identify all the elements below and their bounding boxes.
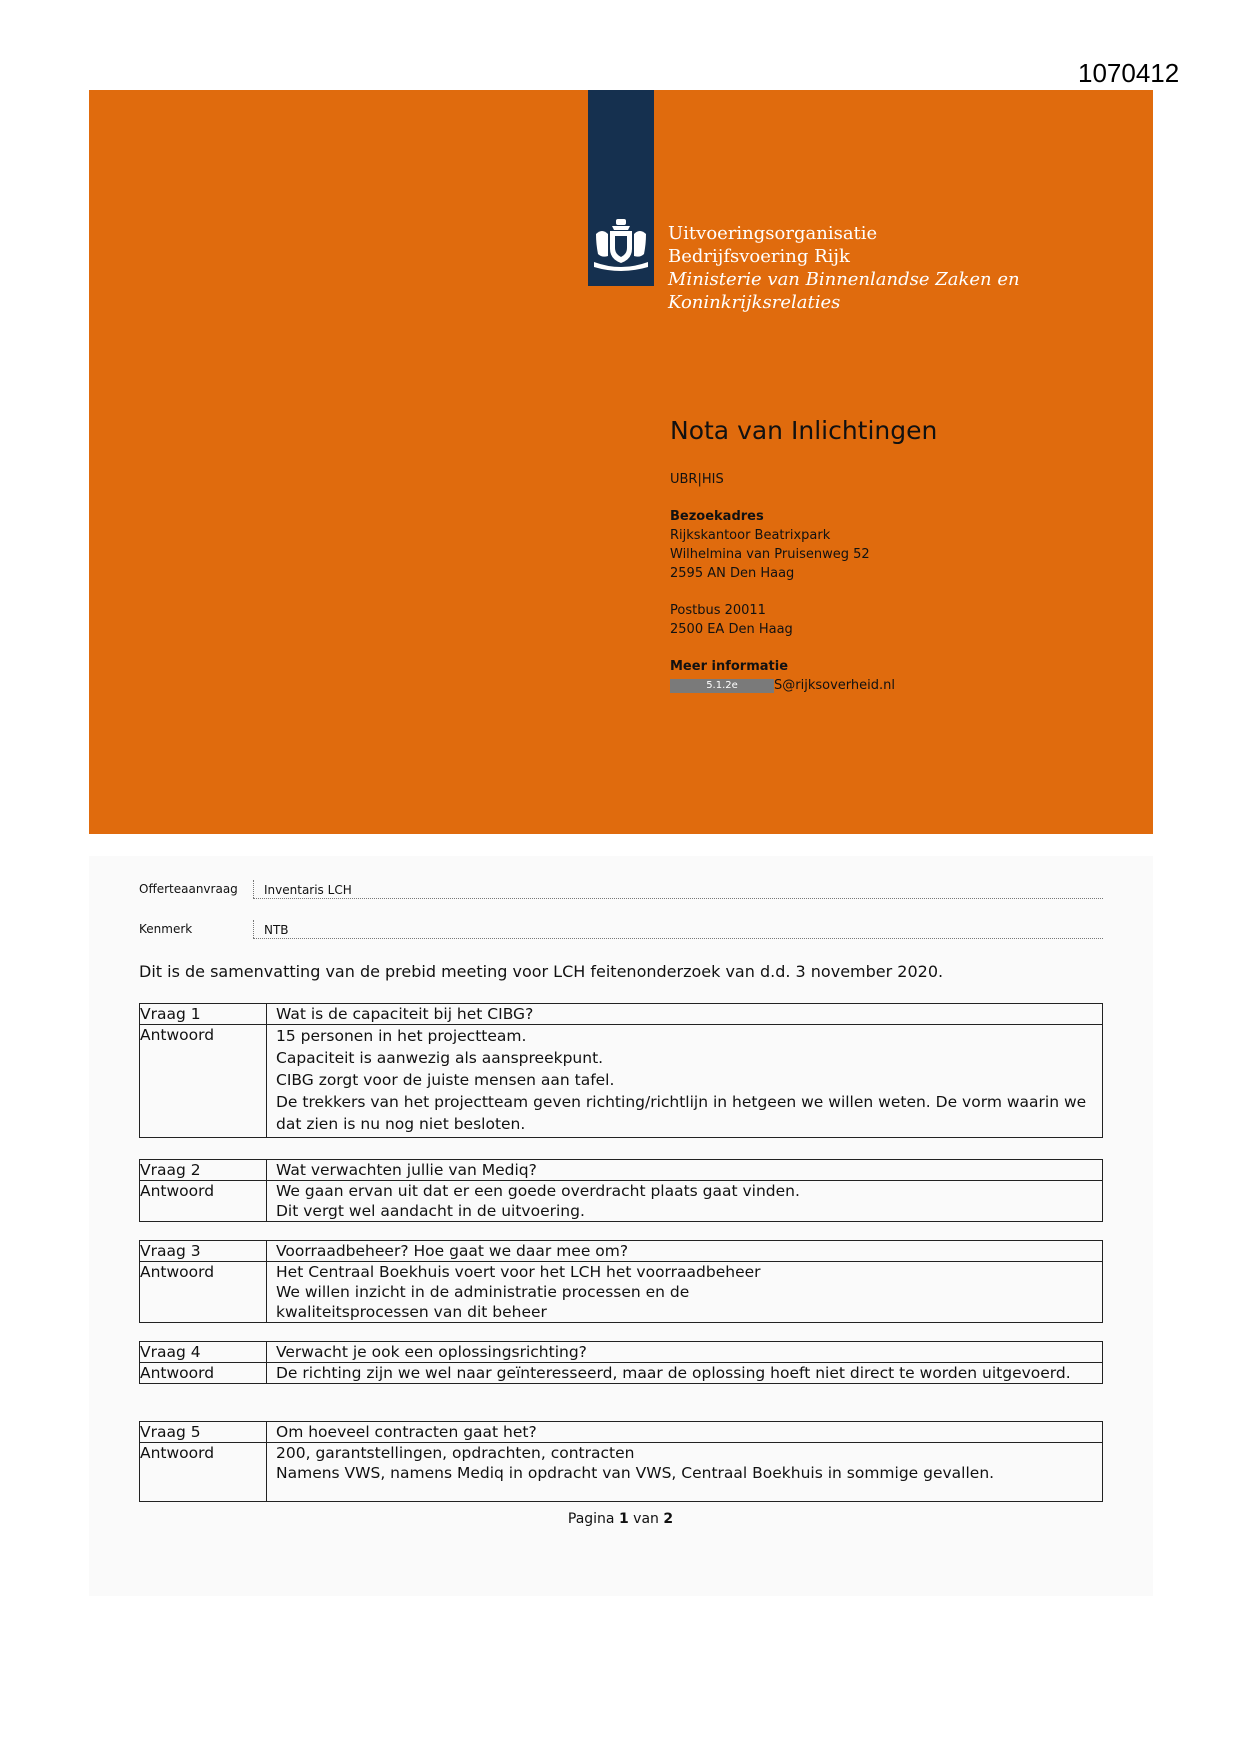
answer-label: Antwoord [140, 1025, 267, 1138]
qa-table [139, 1421, 1103, 1502]
answer-line: Dit vergt wel aandacht in de uitvoering. [276, 1202, 585, 1220]
answer-line: 15 personen in het projectteam. [276, 1027, 527, 1045]
answer-label: Antwoord [140, 1181, 267, 1222]
qa-table [139, 1341, 1103, 1384]
answer-row [140, 1025, 1103, 1138]
contact-email [670, 676, 895, 695]
answer-label: Antwoord [140, 1443, 267, 1502]
footer-page: 1 [618, 1511, 629, 1527]
question-row [140, 1342, 1103, 1363]
answer-cell [267, 1262, 1103, 1323]
footer-middle: van [633, 1511, 659, 1527]
question-text: Verwacht je ook een oplossingsrichting? [267, 1342, 1103, 1363]
question-label: Vraag 3 [140, 1241, 267, 1262]
question-row [140, 1160, 1103, 1181]
footer-total: 2 [663, 1511, 674, 1527]
answer-line: We willen inzicht in de administratie processen en de kwaliteitsprocessen van dit beheer [276, 1283, 690, 1321]
question-row [140, 1004, 1103, 1025]
answer-line: Het Centraal Boekhuis voert voor het LCH het voorraadbeheer [276, 1263, 761, 1281]
answer-cell [267, 1181, 1103, 1222]
qa-table [139, 1240, 1103, 1323]
question-label: Vraag 1 [140, 1004, 267, 1025]
org-line-3: Ministerie van Binnenlandse Zaken en [668, 269, 1020, 290]
answer-line: 200, garantstellingen, opdrachten, contracten [276, 1444, 635, 1462]
address-line-1: Rijkskantoor Beatrixpark [670, 528, 831, 543]
meta-separator [253, 880, 255, 898]
org-line-1: Uitvoeringsorganisatie [668, 223, 878, 244]
question-text: Wat verwachten jullie van Mediq? [267, 1160, 1103, 1181]
contact-block [670, 470, 895, 695]
department: UBR|HIS [670, 472, 724, 487]
answer-line: De richting zijn we wel naar geïnteresseerd, maar de oplossing hoeft niet direct te worden uitgevoerd. [276, 1364, 1071, 1382]
answer-label: Antwoord [140, 1363, 267, 1384]
answer-cell [267, 1443, 1103, 1502]
redaction-box: 5.1.2e [670, 679, 774, 693]
answer-label: Antwoord [140, 1262, 267, 1323]
document-number: 1070412 [1078, 58, 1180, 88]
address-line-2: Wilhelmina van Pruisenweg 52 [670, 547, 870, 562]
answer-cell [267, 1363, 1103, 1384]
crest-icon [590, 216, 652, 272]
question-row [140, 1422, 1103, 1443]
question-label: Vraag 5 [140, 1422, 267, 1443]
answer-line: Capaciteit is aanwezig als aanspreekpunt. [276, 1049, 604, 1067]
post-city: 2500 EA Den Haag [670, 622, 793, 637]
answer-row [140, 1443, 1103, 1502]
question-text: Om hoeveel contracten gaat het? [267, 1422, 1103, 1443]
question-label: Vraag 2 [140, 1160, 267, 1181]
kenmerk-label: Kenmerk [139, 922, 193, 936]
answer-line: Namens VWS, namens Mediq in opdracht van VWS, Centraal Boekhuis in sommige gevallen. [276, 1464, 995, 1482]
qa-table [139, 1003, 1103, 1138]
summary-text: Dit is de samenvatting van de prebid meeting voor LCH feitenonderzoek van d.d. 3 november 2020. [139, 962, 944, 981]
answer-row [140, 1262, 1103, 1323]
offerte-label: Offerteaanvraag [139, 882, 238, 896]
org-line-2: Bedrijfsvoering Rijk [668, 246, 850, 267]
answer-cell [267, 1025, 1103, 1138]
footer-prefix: Pagina [567, 1511, 615, 1527]
answer-row [140, 1181, 1103, 1222]
meta-separator [253, 920, 255, 938]
question-row [140, 1241, 1103, 1262]
org-line-4: Koninkrijksrelaties [668, 292, 841, 313]
organisation-name [668, 222, 1020, 314]
answer-line: We gaan ervan uit dat er een goede overdracht plaats gaat vinden. [276, 1182, 800, 1200]
answer-line: CIBG zorgt voor de juiste mensen aan tafel. [276, 1071, 615, 1089]
contact-heading: Meer informatie [670, 659, 789, 674]
address-line-3: 2595 AN Den Haag [670, 566, 795, 581]
postbus: Postbus 20011 [670, 603, 766, 618]
page-title: Nota van Inlichtingen [670, 416, 938, 445]
question-text: Voorraadbeheer? Hoe gaat we daar mee om? [267, 1241, 1103, 1262]
question-label: Vraag 4 [140, 1342, 267, 1363]
page-footer [0, 1511, 1241, 1527]
kenmerk-value: NTB [264, 923, 289, 937]
question-text: Wat is de capaciteit bij het CIBG? [267, 1004, 1103, 1025]
offerte-value: Inventaris LCH [264, 883, 352, 897]
answer-line: De trekkers van het projectteam geven richting/richtlijn in hetgeen we willen weten. De vorm waarin we dat zien is nu nog niet besloten. [276, 1093, 1087, 1133]
email-suffix: S@rijksoverheid.nl [774, 678, 895, 693]
meta-divider [253, 898, 1103, 899]
meta-divider [253, 938, 1103, 939]
answer-row [140, 1363, 1103, 1384]
address-heading: Bezoekadres [670, 509, 764, 524]
qa-table [139, 1159, 1103, 1222]
